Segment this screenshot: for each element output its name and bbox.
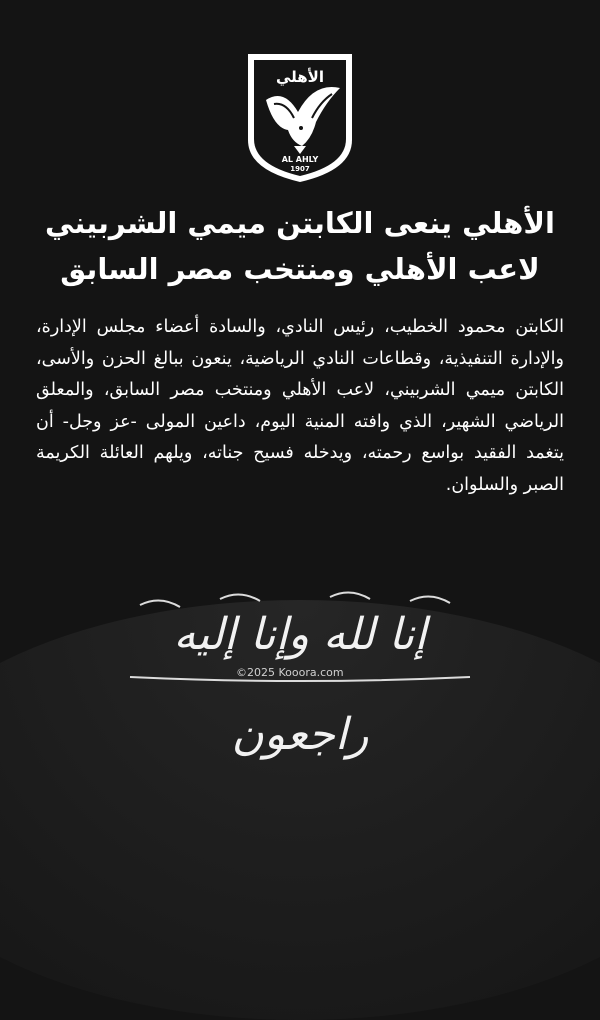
al-ahly-crest-logo bbox=[244, 52, 356, 184]
crest-shield-icon bbox=[244, 52, 356, 184]
crest-english-name: AL AHLY bbox=[281, 155, 319, 164]
headline bbox=[40, 200, 560, 292]
condolence-body: الكابتن محمود الخطيب، رئيس النادي، والسادة أعضاء مجلس الإدارة، والإدارة التنفيذية، وقطاعات النادي الرياضية، ينعون ببالغ الحزن والأسى، الكابتن ميمي الشربيني، لاعب الأهلي ومنتخب مصر السابق، والمعلق الرياضي الشهير، الذي وافته المنية اليوم، داعين المولى -عز وجل- أن يتغمد الفقيد بواسع رحمته، ويدخله فسيح جناته، ويلهم العائلة الكريمة الصبر والسلوان. bbox=[36, 317, 564, 495]
calligraphy-text: إنا لله وإنا إليه راجعون bbox=[173, 609, 427, 760]
headline-line-2: لاعب الأهلي ومنتخب مصر السابق bbox=[60, 252, 540, 286]
crest-year: 1907 bbox=[290, 165, 310, 173]
headline-line-1: الأهلي ينعى الكابتن ميمي الشربيني bbox=[45, 206, 555, 240]
crest-arabic-name: الأهلي bbox=[275, 68, 325, 86]
watermark: ©2025 Kooora.com bbox=[236, 666, 344, 679]
